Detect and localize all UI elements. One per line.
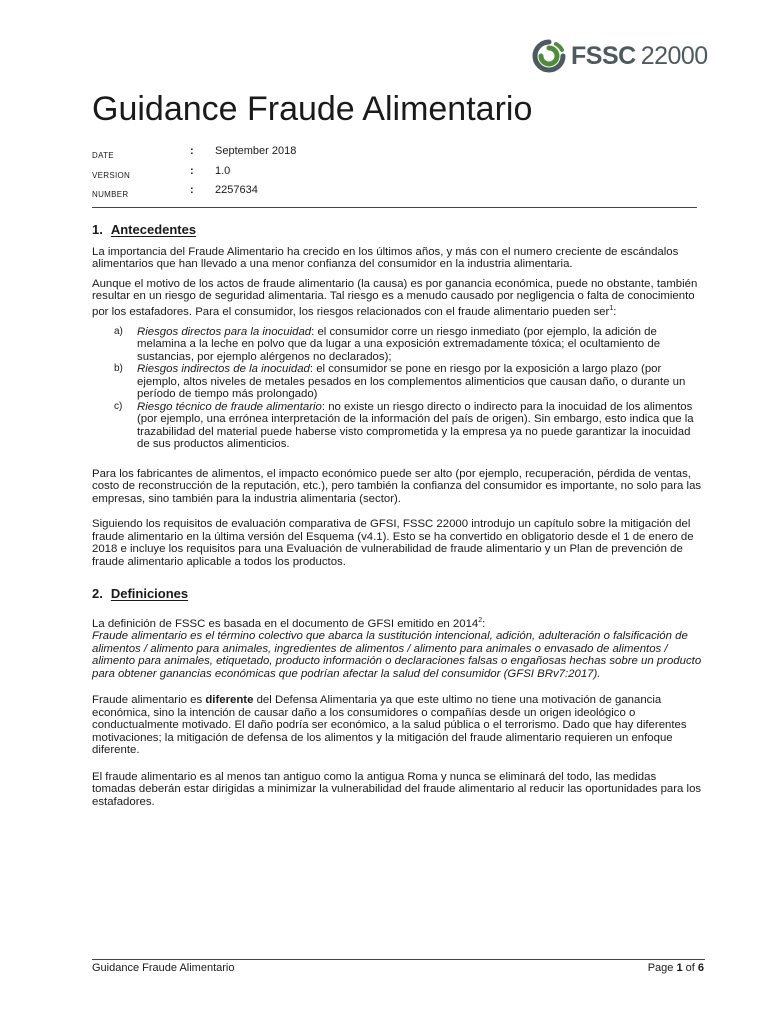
section-number: 2. <box>92 586 103 602</box>
page-total: 6 <box>697 962 704 974</box>
section-title: Definiciones <box>110 586 189 602</box>
footnote-ref: 2 <box>478 616 483 624</box>
risk-list <box>92 326 702 451</box>
paragraph: Para los fabricantes de alimentos, el impacto económico puede ser alto (por ejemplo, recuperación, pérdida de ventas, costo de reconstrucción de la reputación, etc.), pero también la confianza del consumidor es importante, no solo para las empresas, sino también para la industria alimentaria (sector). <box>92 467 702 505</box>
section-heading-definiciones <box>92 588 702 601</box>
section-title: Antecedentes <box>110 222 197 237</box>
header-divider <box>92 207 697 208</box>
swirl-logo-icon <box>532 39 566 73</box>
meta-label: VERSION <box>92 170 131 180</box>
fssc-logo <box>532 38 708 74</box>
paragraph: La definición de FSSC es basada en el documento de GFSI emitido en 2014$^2$: Fraude alimentario es el término colectivo que abarca la sustitución intencional, adición, adulteración o falsificación de alimentos / alimento para animales, ingredientes de alimentos / alimento para animales o envasado de alimentos / alimento para animales, etiquetado, producto información o declaraciones falsas o engañosas hechas sobre un producto para obtener ganancias económicas que podrían afectar la salud del consumidor (GFSI BRv7:2017). <box>92 616 702 680</box>
meta-value: September 2018 <box>215 145 297 157</box>
list-term: Riesgos directos para la inocuidad <box>137 325 312 338</box>
page-indicator: Page 1 of 6 <box>647 962 704 974</box>
footer-divider <box>92 959 705 960</box>
list-item: b) Riesgos indirectos de la inocuidad: el consumidor se pone en riesgo por la exposición a largo plazo (por ejemplo, altos niveles de metales pesados en los complementos alimenticios que causan daño, o durante un período de tiempo más prolongado) <box>114 363 686 401</box>
document-body <box>92 224 702 808</box>
document-title: Guidance Fraude Alimentario <box>92 90 533 128</box>
list-letter: b) <box>114 363 123 375</box>
page-current: 1 <box>676 962 683 974</box>
list-item: c) Riesgo técnico de fraude alimentario: no existe un riesgo directo o indirecto para la inocuidad de los alimentos (por ejemplo, una errónea interpretación de la información del país de origen). Sin embargo, esto indica que la trazabilidad del material puede haberse visto comprometida y la empresa ya no puede garantizar la inocuidad de sus productos alimenticios. <box>114 400 694 451</box>
section-heading-antecedentes <box>92 224 702 237</box>
footer-doc-title: Guidance Fraude Alimentario <box>92 962 235 974</box>
meta-colon: : <box>190 145 194 157</box>
paragraph: El fraude alimentario es al menos tan antiguo como la antigua Roma y nunca se eliminará del todo, las medidas tomadas deberán estar dirigidas a minimizar la vulnerabilidad del fraude alimentario al reducir las oportunidades para los estafadores. <box>92 770 702 808</box>
meta-colon: : <box>190 184 194 196</box>
meta-value: 2257634 <box>215 184 258 196</box>
meta-label: NUMBER <box>92 190 129 199</box>
paragraph: La importancia del Fraude Alimentario ha crecido en los últimos años, y más con el numero creciente de escándalos alimentarios que han llevado a una menor confianza del consumidor en la industria alimentaria. <box>92 245 679 270</box>
meta-label: DATE <box>92 151 114 160</box>
paragraph: Aunque el motivo de los actos de fraude alimentario (la causa) es por ganancia económica, puede no obstante, también resultar en un riesgo de seguridad alimentaria. Tal riesgo es a menudo causado por negligencia o falta de conocimiento por los estafadores. Para el consumidor, los riesgos relacionados con el fraude alimentario pueden ser$^1$: <box>92 277 698 318</box>
footnote-ref: 1 <box>609 304 614 312</box>
logo-text-fssc: FSSC <box>571 42 636 70</box>
paragraph: Fraude alimentario es diferente del Defensa Alimentaria ya que este ultimo no tiene una motivación de ganancia económica, sino la intención de causar daño a los consumidores o compañías desde un origen ideológico o conductualmente motivado. El daño podría ser económico, a la salud pública o el terrorismo. Dado que hay diferentes motivaciones; la mitigación de defensa de los alimentos y la mitigación del fraude alimentario requieren un enfoque diferente. <box>92 694 687 757</box>
logo-text-22000: 22000 <box>640 42 708 70</box>
definition-quote: Fraude alimentario es el término colectivo que abarca la sustitución intencional, adición, adulteración o falsificación de alimentos / alimento para animales, ingredientes de alimentos / alimento para animales o envasado de alimentos / alimento para animales, etiquetado, producto información o declaraciones falsas o engañosas hechas sobre un producto para obtener ganancias económicas que podrían afectar la salud del consumidor (GFSI BRv7:2017). <box>92 630 702 680</box>
list-term: Riesgo técnico de fraude alimentario <box>137 400 322 413</box>
list-term: Riesgos indirectos de la inocuidad <box>137 363 310 376</box>
list-item: a) Riesgos directos para la inocuidad: el consumidor corre un riesgo inmediato (por ejemplo, la adición de melamina a la leche en polvo que da lugar a una exposición extremadamente tóxica; el ocultamiento de sustancias, por ejemplo alérgenos no declarados); <box>114 325 661 363</box>
section-number: 1. <box>92 222 103 237</box>
list-letter: a) <box>114 325 123 337</box>
meta-colon: : <box>190 164 194 177</box>
meta-value: 1.0 <box>215 164 231 177</box>
emphasis: diferente <box>205 694 254 707</box>
paragraph: Siguiendo los requisitos de evaluación comparativa de GFSI, FSSC 22000 introdujo un capítulo sobre la mitigación del fraude alimentario en la última versión del Esquema (v4.1). Esto se ha convertido en obligatorio desde el 1 de enero de 2018 e incluye los requisitos para una Evaluación de vulnerabilidad de fraude alimentario y un Plan de prevención de fraude alimentario aplicable a todos los productos. <box>92 518 694 568</box>
list-letter: c) <box>114 400 123 412</box>
